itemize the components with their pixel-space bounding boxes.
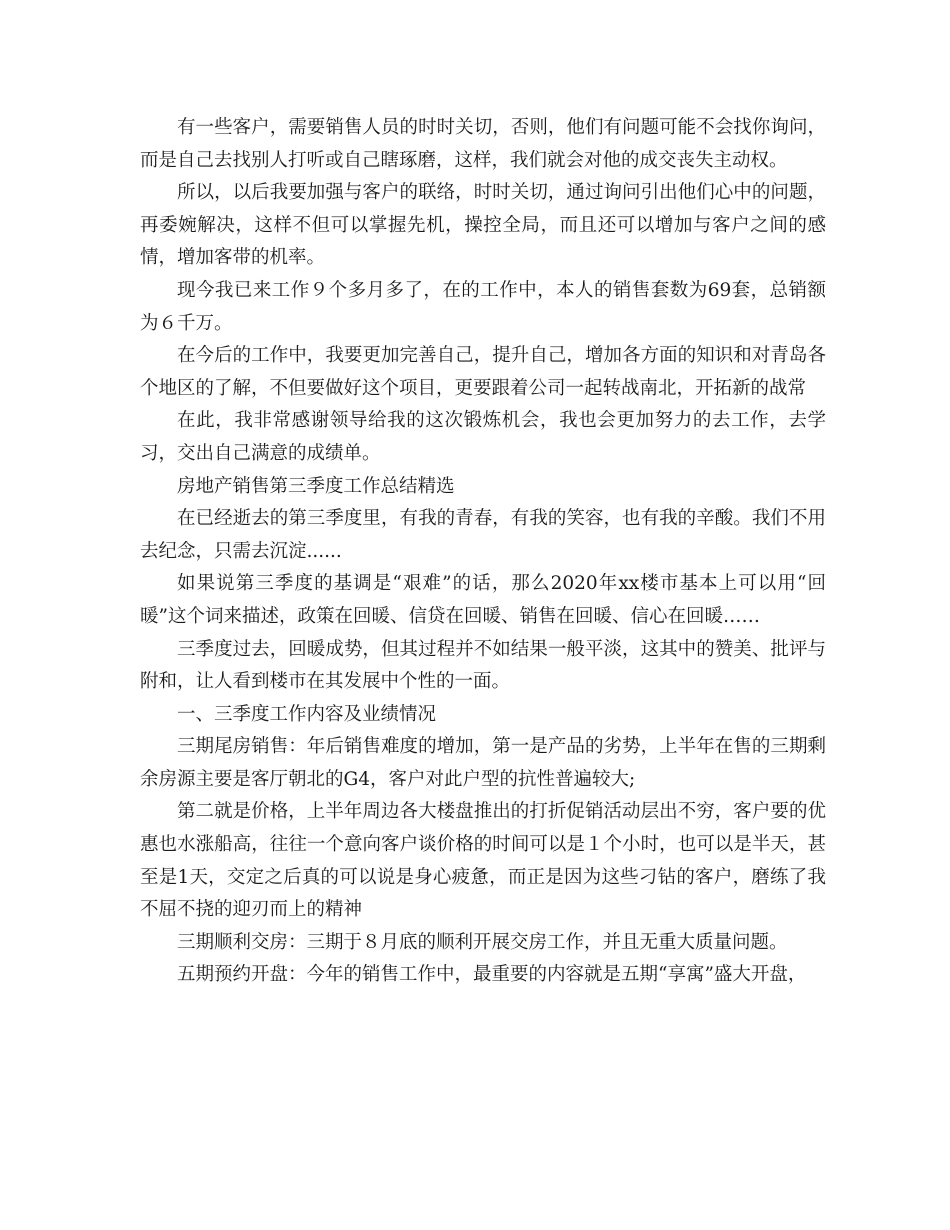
paragraph-12: 五期预约开盘：今年的销售工作中，最重要的内容就是五期“享寓”盛大开盘， [177, 964, 807, 986]
paragraph-3: 现今我已来工作９个多月多了，在的工作中，本人的销售套数为69套，总销额为６千万。 [140, 279, 826, 334]
paragraph-6: 在已经逝去的第三季度里，有我的青春，有我的笑容，也有我的辛酸。我们不用去纪念，只需去沉淀...... [140, 508, 826, 562]
document-body [140, 112, 826, 992]
paragraph-4: 在今后的工作中，我要更加完善自己，提升自己，增加各方面的知识和对青岛各个地区的了解，不但要做好这个项目，更要跟着公司一起转战南北，开拓新的战常 [140, 345, 826, 399]
paragraph-5: 在此，我非常感谢领导给我的这次锻炼机会，我也会更加努力的去工作，去学习，交出自己满意的成绩单。 [140, 410, 826, 464]
paragraph-2: 所以，以后我要加强与客户的联络，时时关切，通过询问引出他们心中的问题，再委婉解决，这样不但可以掌握先机，操控全局，而且还可以增加与客户之间的感情，增加客带的机率。 [140, 182, 826, 269]
paragraph-10: 第二就是价格，上半年周边各大楼盘推出的打折促销活动层出不穷，客户要的优惠也水涨船高，往往一个意向客户谈价格的时间可以是１个小时，也可以是半天，甚至是1天，交定之后真的可以说是身心疲惫，而正是因为这些刁钻的客户，磨练了我不屈不挠的迎刃而上的精神 [140, 801, 826, 921]
paragraph-1: 有一些客户，需要销售人员的时时关切，否则，他们有问题可能不会找你询问，而是自己去找别人打听或自己瞎琢磨，这样，我们就会对他的成交丧失主动权。 [140, 117, 826, 171]
subsection-heading: 一、三季度工作内容及业绩情况 [177, 703, 437, 725]
paragraph-11: 三期顺利交房：三期于８月底的顺利开展交房工作，并且无重大质量问题。 [177, 931, 788, 953]
paragraph-9: 三期尾房销售：年后销售难度的增加，第一是产品的劣势，上半年在售的三期剩余房源主要是客厅朝北的G4，客户对此户型的抗性普遍较大; [140, 736, 826, 790]
paragraph-7: 如果说第三季度的基调是“艰难”的话，那么2020年xx楼市基本上可以用“回暖”这个词来描述，政策在回暖、信贷在回暖、销售在回暖、信心在回暖…… [140, 573, 826, 627]
paragraph-8: 三季度过去，回暖成势，但其过程并不如结果一般平淡，这其中的赞美、批评与附和，让人看到楼市在其发展中个性的一面。 [140, 638, 826, 693]
section-title: 房地产销售第三季度工作总结精选 [177, 475, 455, 497]
